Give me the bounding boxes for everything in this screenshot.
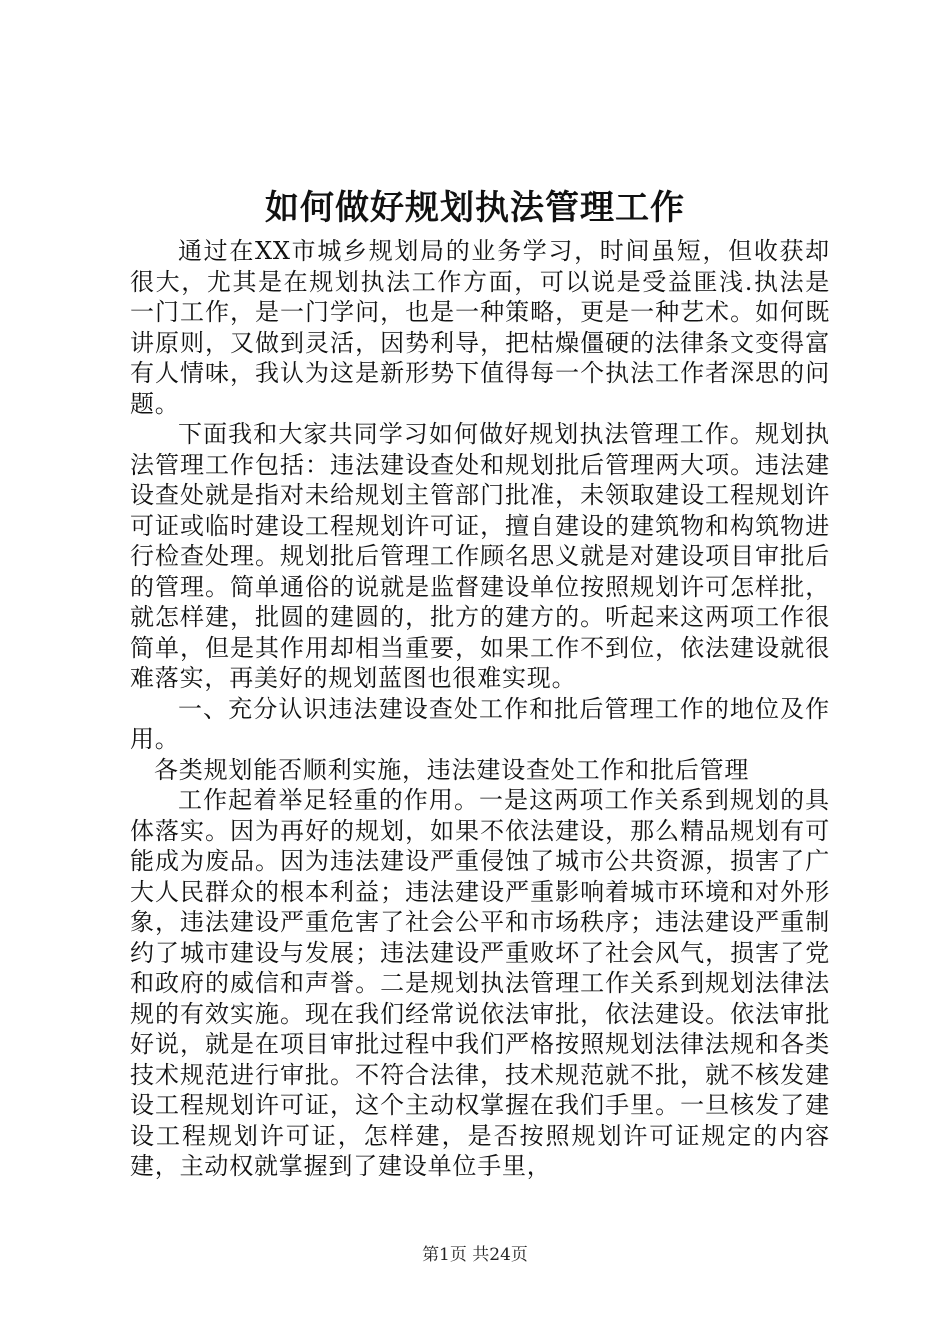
paragraph-intro: 通过在XX市城乡规划局的业务学习，时间虽短，但收获却很大，尤其是在规划执法工作方面，可以说是受益匪浅.执法是一门工作，是一门学问，也是一种策略，更是一种艺术。如何既讲原则，又做到灵活，因势利导，把枯燥僵硬的法律条文变得富有人情味，我认为这是新形势下值得每一个执法工作者深思的问题。: [130, 237, 830, 418]
page-number-footer: 第1页 共24页: [422, 1245, 528, 1265]
paragraph-overview: 下面我和大家共同学习如何做好规划执法管理工作。规划执法管理工作包括：违法建设查处和规划批后管理两大项。违法建设查处就是指对未给规划主管部门批准，未领取建设工程规划许可证或临时建设工程规划许可证，擅自建设的建筑物和构筑物进行检查处理。规划批后管理工作顾名思义就是对建设项目审批后的管理。简单通俗的说就是监督建设单位按照规划许可怎样批，就怎样建，批圆的建圆的，批方的建方的。听起来这两项工作很简单，但是其作用却相当重要，如果工作不到位，依法建设就很难落实，再美好的规划蓝图也很难实现。: [130, 420, 830, 692]
document-title: 如何做好规划执法管理工作: [265, 188, 685, 228]
document-body: [130, 236, 830, 1182]
paragraph-section-1-lead: 各类规划能否顺利实施，违法建设查处工作和批后管理: [154, 755, 750, 784]
section-heading-1: 一、充分认识违法建设查处工作和批后管理工作的地位及作用。: [130, 694, 830, 753]
paragraph-section-1-body: 工作起着举足轻重的作用。一是这两项工作关系到规划的具体落实。因为再好的规划，如果不依法建设，那么精品规划有可能成为废品。因为违法建设严重侵蚀了城市公共资源，损害了广大人民群众的根本利益；违法建设严重影响着城市环境和对外形象，违法建设严重危害了社会公平和市场秩序；违法建设严重制约了城市建设与发展；违法建设严重败坏了社会风气，损害了党和政府的威信和声誉。二是规划执法管理工作关系到规划法律法规的有效实施。现在我们经常说依法审批，依法建设。依法审批好说，就是在项目审批过程中我们严格按照规划法律法规和各类技术规范进行审批。不符合法律，技术规范就不批，就不核发建设工程规划许可证，这个主动权掌握在我们手里。一旦核发了建设工程规划许可证，怎样建，是否按照规划许可证规定的内容建，主动权就掌握到了建设单位手里，: [130, 786, 830, 1180]
